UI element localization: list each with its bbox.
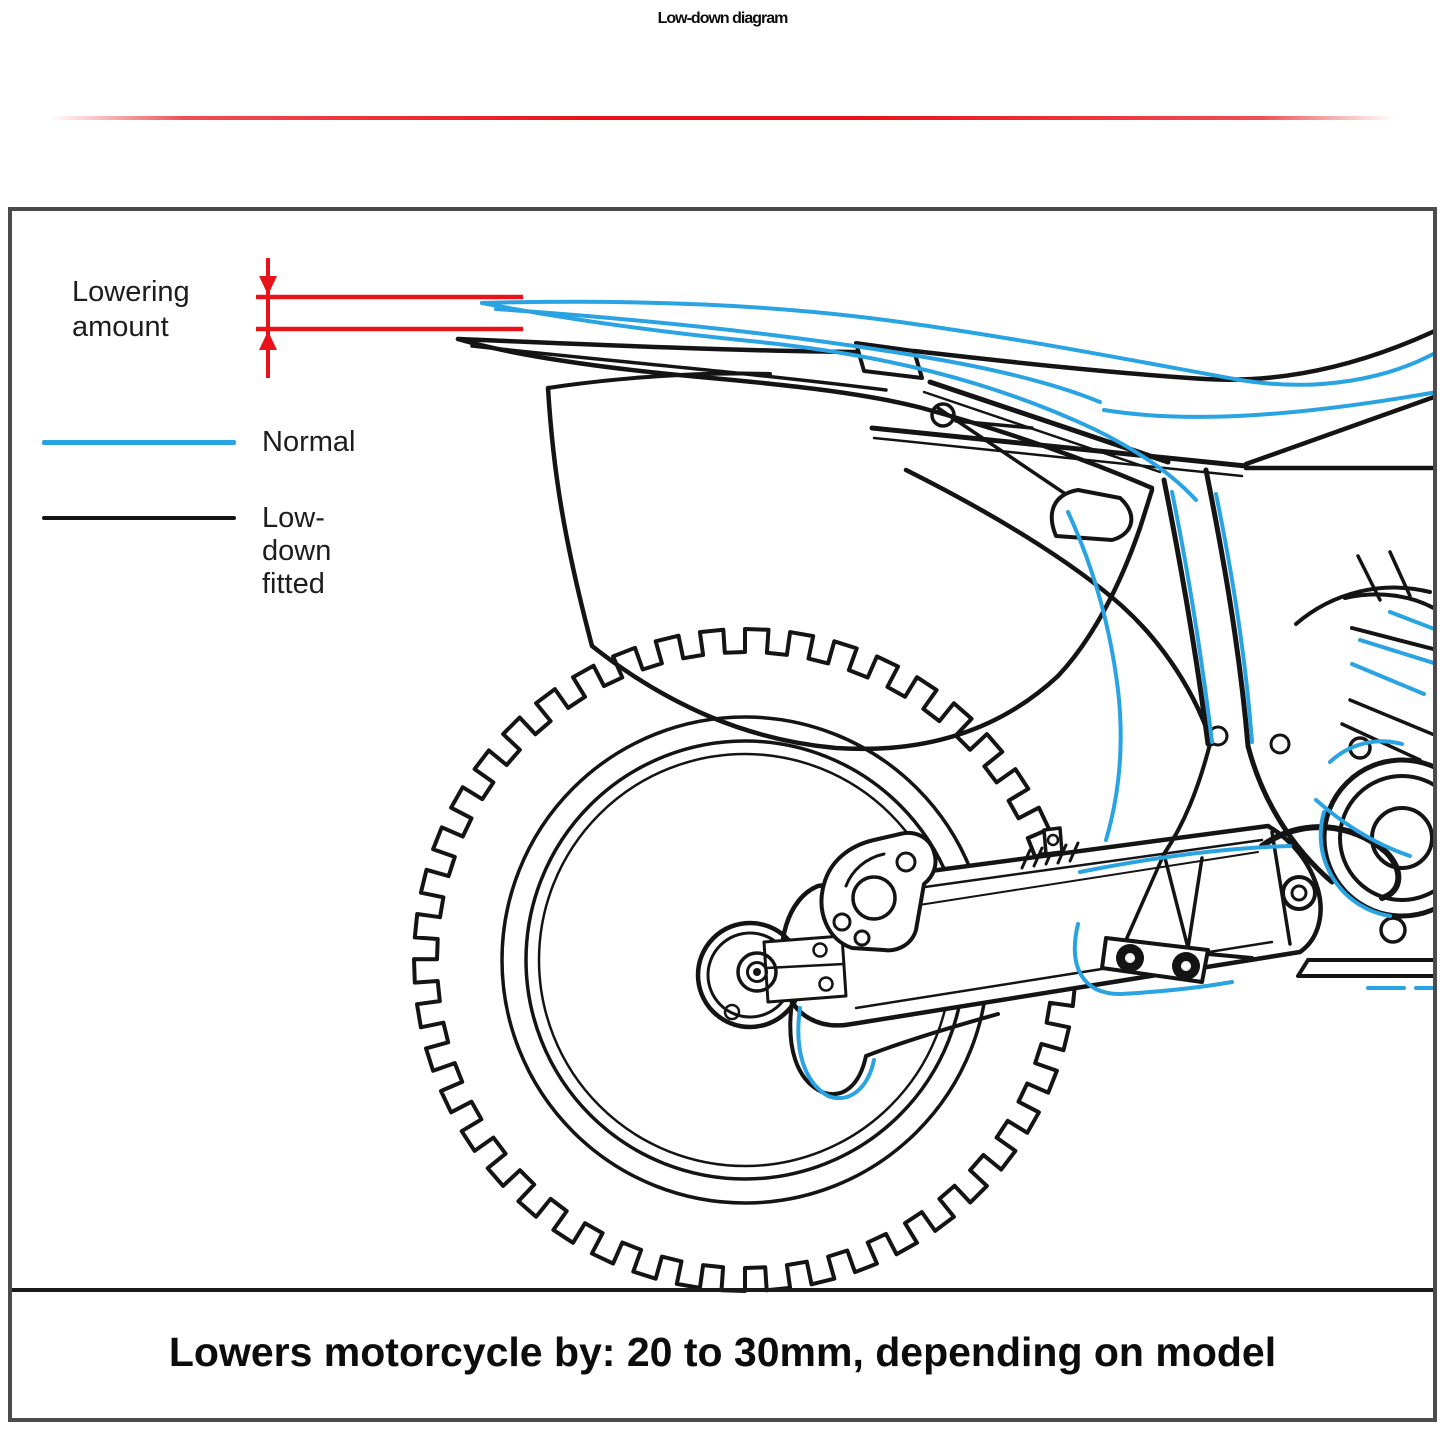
arrow-down-icon (259, 276, 277, 295)
lowering-amount-label (72, 275, 190, 345)
lowering-amount-line1: Lowering (72, 276, 190, 308)
page-title: Low-down diagram (657, 10, 788, 27)
lowering-amount-line2: amount (72, 310, 169, 343)
legend-normal-line (42, 440, 236, 445)
caption-separator-line (12, 1288, 1433, 1292)
caption: Lowers motorcycle by: 20 to 30mm, depending on model (168, 1329, 1277, 1375)
diagram-frame (8, 207, 1437, 1422)
dimension-annotation (256, 258, 523, 378)
legend-fitted-line (42, 516, 236, 520)
legend-fitted-label: Low-down fitted (262, 502, 332, 600)
arrow-up-icon (259, 331, 277, 350)
motorcycle-drawing (12, 211, 1433, 1418)
red-divider (50, 116, 1395, 120)
legend-normal-label: Normal (262, 426, 356, 458)
